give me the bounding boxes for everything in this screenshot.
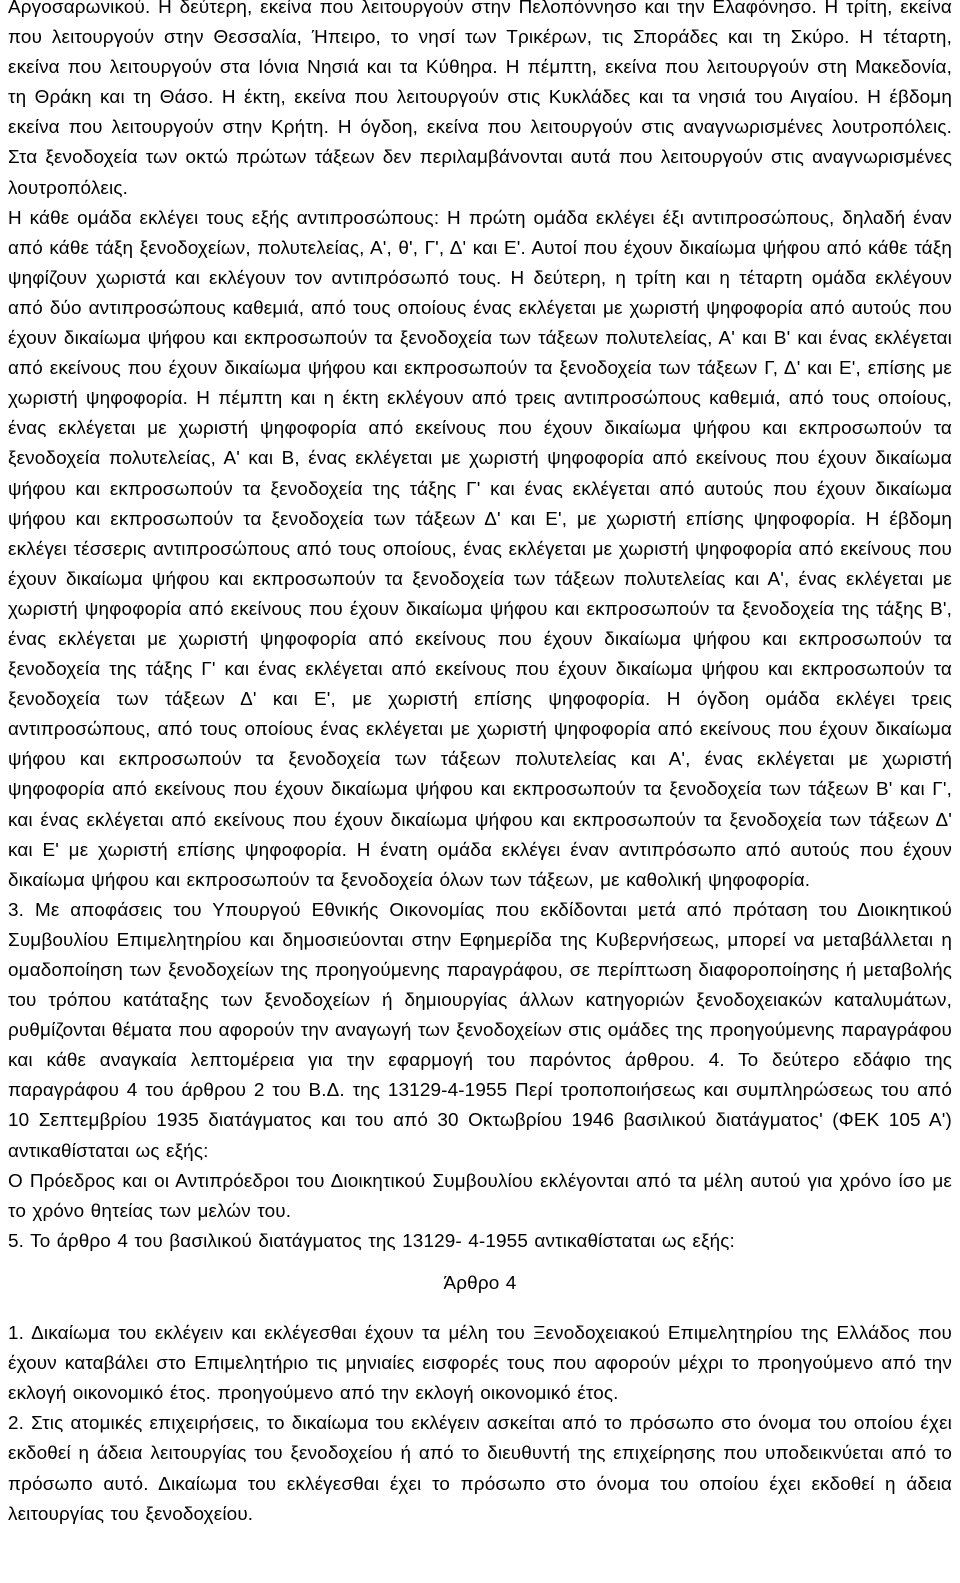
paragraph-hotel-groups: Αργοσαρωνικού. Η δεύτερη, εκείνα που λειτουργούν στην Πελοπόννησο και την Ελαφόνησο. Η τρίτη, εκείνα που λειτουργούν στην Θεσσαλία, Ήπειρο, το νησί των Τρικέρων, τις Σποράδες και τη Σκύρο. Η τέταρτη, εκείνα που λειτουργούν στα Ιόνια Νησιά και τα Κύθηρα. Η πέμπτη, εκείνα που λειτουργούν στη Μακεδονία, τη Θράκη και τη Θάσο. Η έκτη, εκείνα που λειτουργούν στις Κυκλάδες και τα νησιά του Αιγαίου. Η έβδομη εκείνα που λειτουργούν στην Κρήτη. Η όγδοη, εκείνα που λειτουργούν στις αναγνωρισμένες λουτροπόλεις. Στα ξενοδοχεία των οκτώ πρώτων τάξεων δεν περιλαμβάνονται αυτά που λειτουργούν στις αναγνωρισμένες λουτροπόλεις. — [8, 0, 952, 199]
paragraph-article-4-item-2: 2. Στις ατομικές επιχειρήσεις, το δικαίωμα του εκλέγειν ασκείται από το πρόσωπο στο όνομα του οποίου έχει εκδοθεί η άδεια λειτουργίας του ξενοδοχείου ή από το διευθυντή της επιχείρησης που υποδεικνύεται από το πρόσωπο αυτό. Δικαίωμα του εκλέγεσθαι έχει το πρόσωπο στο όνομα του οποίου έχει εκδοθεί η άδεια λειτουργίας του ξενοδοχείου. — [8, 1413, 952, 1525]
paragraph-section-5: 5. Το άρθρο 4 του βασιλικού διατάγματος της 13129- 4-1955 αντικαθίσταται ως εξής: — [8, 1230, 735, 1252]
paragraph-section-3: 3. Με αποφάσεις του Υπουργού Εθνικής Οικονομίας που εκδίδονται μετά από πρόταση του Διοικητικού Συμβουλίου Επιμελητηρίου και δημοσιεύονται στην Εφημερίδα της Κυβερνήσεως, μπορεί να μεταβάλλεται η ομαδοποίηση των ξενοδοχείων της προηγούμενης παραγράφου, σε περίπτωση διαφοροποίησης ή μεταβολής του τρόπου κατάταξης των ξενοδοχείων ή δημιουργίας άλλων κατηγοριών ξενοδοχειακών καταλυμάτων, ρυθμίζονται θέματα που αφορούν την αναγωγή των ξενοδοχείων στις ομάδες της προηγούμενης παραγράφου και κάθε αναγκαία λεπτομέρεια για την εφαρμογή του παρόντος άρθρου. 4. Το δεύτερο εδάφιο της παραγράφου 4 του άρθρου 2 του Β.Δ. της 13129-4-1955 Περί τροποποιήσεως και συμπληρώσεως του από 10 Σεπτεμβρίου 1935 διατάγματος και του από 30 Οκτωβρίου 1946 βασιλικού διατάγματος' (ΦΕΚ 105 Α') αντικαθίσταται ως εξής: — [8, 899, 952, 1162]
paragraph-article-4-item-1: 1. Δικαίωμα του εκλέγειν και εκλέγεσθαι έχουν τα μέλη του Ξενοδοχειακού Επιμελητηρίου της Ελλάδος που έχουν καταβάλει στο Επιμελητήριο τις μηνιαίες εισφορές τους που αφορούν μέχρι το προηγούμενο από την εκλογή οικονομικό έτος. προηγούμενο από την εκλογή οικονομικό έτος. — [8, 1323, 952, 1405]
paragraph-representatives: Η κάθε ομάδα εκλέγει τους εξής αντιπροσώπους: Η πρώτη ομάδα εκλέγει έξι αντιπροσώπους, δηλαδή έναν από κάθε τάξη ξενοδοχείων, πολυτελείας, Α', θ', Γ', Δ' και Ε'. Αυτοί που έχουν δικαίωμα ψήφου από κάθε τάξη ψηφίζουν χωριστά και εκλέγουν τον αντιπρόσωπό τους. Η δεύτερη, η τρίτη και η τέταρτη ομάδα εκλέγουν από δύο αντιπροσώπους καθεμιά, από τους οποίους ένας εκλέγεται με χωριστή ψηφοφορία από αυτούς που έχουν δικαίωμα ψήφου και εκπροσωπούν τα ξενοδοχεία των τάξεων πολυτελείας, Α' και Β' και ένας εκλέγεται από εκείνους που έχουν δικαίωμα ψήφου και εκπροσωπούν τα ξενοδοχεία των τάξεων Γ, Δ' και Ε', επίσης με χωριστή ψηφοφορία. Η πέμπτη και η έκτη εκλέγουν από τρεις αντιπροσώπους καθεμιά, από τους οποίους, ένας εκλέγεται με χωριστή ψηφοφορία από εκείνους που έχουν δικαίωμα ψήφου και εκπροσωπούν τα ξενοδοχεία πολυτελείας, Α' και Β, ένας εκλέγεται με χωριστή ψηφοφορία από εκείνους που έχουν δικαίωμα ψήφου και εκπροσωπούν τα ξενοδοχεία της τάξης Γ' και ένας εκλέγεται από αυτούς που έχουν δικαίωμα ψήφου και εκπροσωπούν τα ξενοδοχεία των τάξεων Δ' και Ε', με χωριστή επίσης ψηφοφορία. Η έβδομη εκλέγει τέσσερις αντιπροσώπους από τους οποίους, ένας εκλέγεται με χωριστή ψηφοφορία από εκείνους που έχουν δικαίωμα ψήφου και εκπροσωπούν τα ξενοδοχεία των τάξεων πολυτελείας και Α', ένας εκλέγεται με χωριστή ψηφοφορία από εκείνους που έχουν δικαίωμα ψήφου και εκπροσωπούν τα ξενοδοχεία της τάξης Β', ένας εκλέγεται με χωριστή ψηφοφορία από εκείνους που έχουν δικαίωμα ψήφου και εκπροσωπούν τα ξενοδοχεία της τάξης Γ' και ένας εκλέγεται από εκείνους που έχουν δικαίωμα ψήφου και εκπροσωπούν τα ξενοδοχεία των τάξεων Δ' και Ε', με χωριστή επίσης ψηφοφορία. Η όγδοη ομάδα εκλέγει τρεις αντιπροσώπους, από τους οποίους ένας εκλέγεται με χωριστή ψηφοφορία από εκείνους που έχουν δικαίωμα ψήφου και εκπροσωπούν τα ξενοδοχεία των τάξεων πολυτελείας και Α', ένας εκλέγεται με χωριστή ψηφοφορία από εκείνους που έχουν δικαίωμα ψήφου και εκπροσωπούν τα ξενοδοχεία των τάξεων Β' και Γ', και ένας εκλέγεται από εκείνους που έχουν δικαίωμα ψήφου και εκπροσωπούν τα ξενοδοχεία των τάξεων Δ' και Ε' με χωριστή επίσης ψηφοφορία. Η ένατη ομάδα εκλέγει έναν αντιπρόσωπο από αυτούς που έχουν δικαίωμα ψήφου και εκπροσωπούν τα ξενοδοχεία όλων των τάξεων, με καθολική ψηφοφορία. — [8, 207, 952, 891]
paragraph-president-election: Ο Πρόεδρος και οι Αντιπρόεδροι του Διοικητικού Συμβουλίου εκλέγονται από τα μέλη αυτού για χρόνο ίσο με το χρόνο θητείας των μελών του. — [8, 1170, 952, 1222]
article-heading: Άρθρο 4 — [443, 1272, 517, 1294]
